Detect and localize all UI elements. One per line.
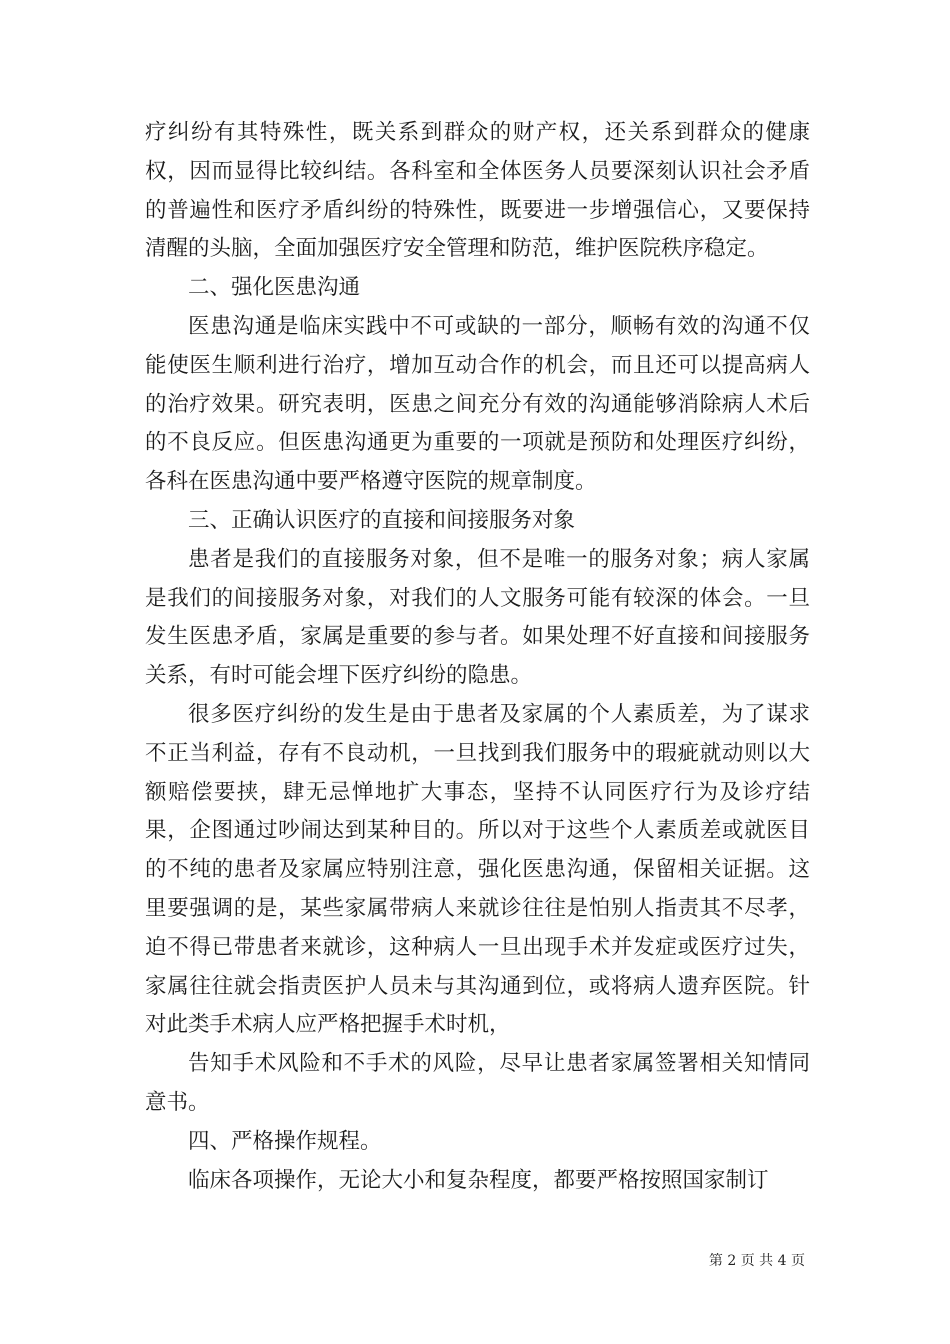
paragraph-continuation: 疗纠纷有其特殊性，既关系到群众的财产权，还关系到群众的健康权，因而显得比较纠结。各科室和全体医务人员要深刻认识社会矛盾的普遍性和医疗矛盾纠纷的特殊性，既要进一步增强信心，又要保持清醒的头脑，全面加强医疗安全管理和防范，维护医院秩序稳定。 bbox=[145, 120, 810, 262]
section-heading-4: 四、严格操作规程。 bbox=[188, 1128, 382, 1154]
paragraph: 临床各项操作，无论大小和复杂程度，都要严格按照国家制订 bbox=[188, 1167, 769, 1193]
paragraph: 患者是我们的直接服务对象，但不是唯一的服务对象；病人家属是我们的间接服务对象，对我们的人文服务可能有较深的体会。一旦发生医患矛盾，家属是重要的参与者。如果处理不好直接和间接服务关系，有时可能会埋下医疗纠纷的隐患。 bbox=[145, 546, 810, 689]
section-heading-3: 三、正确认识医疗的直接和间接服务对象 bbox=[188, 507, 576, 533]
document-body bbox=[145, 114, 810, 1200]
page-number-footer: 第 2 页 共 4 页 bbox=[708, 1253, 805, 1269]
paragraph: 医患沟通是临床实践中不可或缺的一部分，顺畅有效的沟通不仅能使医生顺利进行治疗，增加互动合作的机会，而且还可以提高病人的治疗效果。研究表明，医患之间充分有效的沟通能够消除病人术后的不良反应。但医患沟通更为重要的一项就是预防和处理医疗纠纷，各科在医患沟通中要严格遵守医院的规章制度。 bbox=[145, 313, 810, 495]
section-heading-2: 二、强化医患沟通 bbox=[188, 275, 361, 301]
paragraph: 告知手术风险和不手术的风险，尽早让患者家属签署相关知情同意书。 bbox=[145, 1051, 810, 1115]
paragraph: 很多医疗纠纷的发生是由于患者及家属的个人素质差，为了谋求不正当利益，存有不良动机，一旦找到我们服务中的瑕疵就动则以大额赔偿要挟，肆无忌惮地扩大事态，坚持不认同医疗行为及诊疗结果，企图通过吵闹达到某种目的。所以对于这些个人素质差或就医目的不纯的患者及家属应特别注意，强化医患沟通，保留相关证据。这里要强调的是，某些家属带病人来就诊往往是怕别人指责其不尽孝，迫不得已带患者来就诊，这种病人一旦出现手术并发症或医疗过失，家属往往就会指责医护人员未与其沟通到位，或将病人遗弃医院。针对此类手术病人应严格把握手术时机， bbox=[145, 701, 810, 1038]
